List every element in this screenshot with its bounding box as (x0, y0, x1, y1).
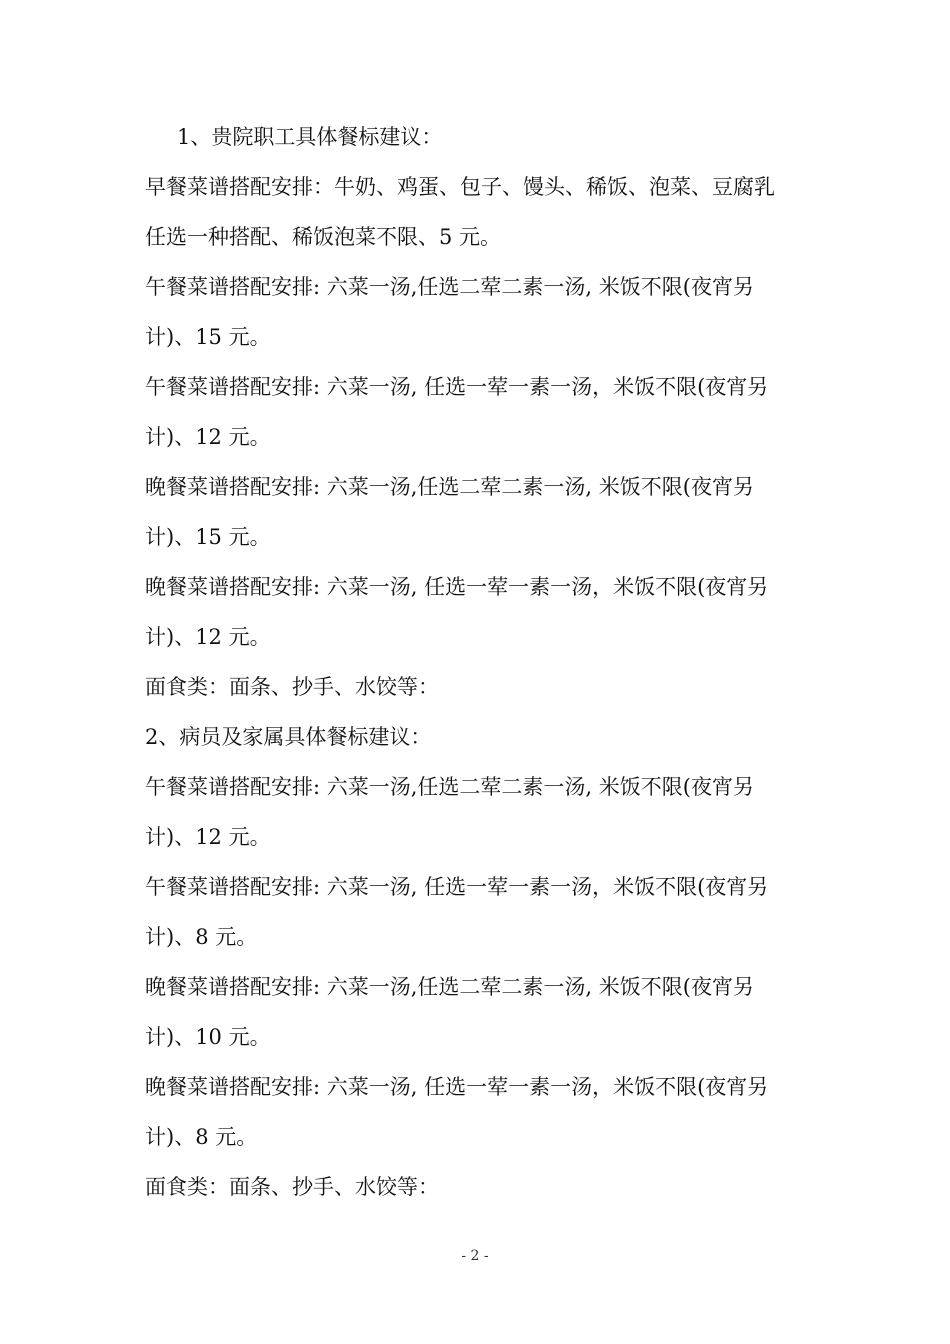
text-line: 午餐菜谱搭配安排: 六菜一汤,任选二荤二素一汤, 米饭不限(夜宵另 (145, 275, 754, 299)
text-line: 晚餐菜谱搭配安排: 六菜一汤, 任选一荤一素一汤，米饭不限(夜宵另 (145, 1075, 769, 1099)
text-line: 午餐菜谱搭配安排: 六菜一汤, 任选一荤一素一汤，米饭不限(夜宵另 (145, 375, 769, 399)
text-line: 计)、10 元。 (145, 1025, 271, 1049)
text-line: 计)、12 元。 (145, 825, 271, 849)
text-line: 计)、8 元。 (145, 1125, 258, 1149)
page-number: - 2 - (461, 1248, 489, 1264)
text-line: 晚餐菜谱搭配安排: 六菜一汤,任选二荤二素一汤, 米饭不限(夜宵另 (145, 975, 754, 999)
text-line: 晚餐菜谱搭配安排: 六菜一汤, 任选一荤一素一汤，米饭不限(夜宵另 (145, 575, 769, 599)
document-body (145, 112, 810, 1212)
text-line: 午餐菜谱搭配安排: 六菜一汤, 任选一荤一素一汤，米饭不限(夜宵另 (145, 875, 769, 899)
text-line: 计)、15 元。 (145, 325, 271, 349)
text-line: 计)、12 元。 (145, 425, 271, 449)
text-line: 面食类：面条、抄手、水饺等： (145, 1175, 439, 1199)
text-line: 晚餐菜谱搭配安排: 六菜一汤,任选二荤二素一汤, 米饭不限(夜宵另 (145, 475, 754, 499)
text-line: 任选一种搭配、稀饭泡菜不限、5 元。 (145, 225, 502, 249)
text-line: 计)、15 元。 (145, 525, 271, 549)
text-line: 早餐菜谱搭配安排：牛奶、鸡蛋、包子、馒头、稀饭、泡菜、豆腐乳 (145, 175, 775, 199)
text-line: 计)、12 元。 (145, 625, 271, 649)
section-heading-staff: 1、贵院职工具体餐标建议： (177, 125, 443, 149)
text-line: 计)、8 元。 (145, 925, 258, 949)
section-heading-patients: 2、病员及家属具体餐标建议： (145, 725, 432, 749)
text-line: 面食类：面条、抄手、水饺等： (145, 675, 439, 699)
text-line: 午餐菜谱搭配安排: 六菜一汤,任选二荤二素一汤, 米饭不限(夜宵另 (145, 775, 754, 799)
